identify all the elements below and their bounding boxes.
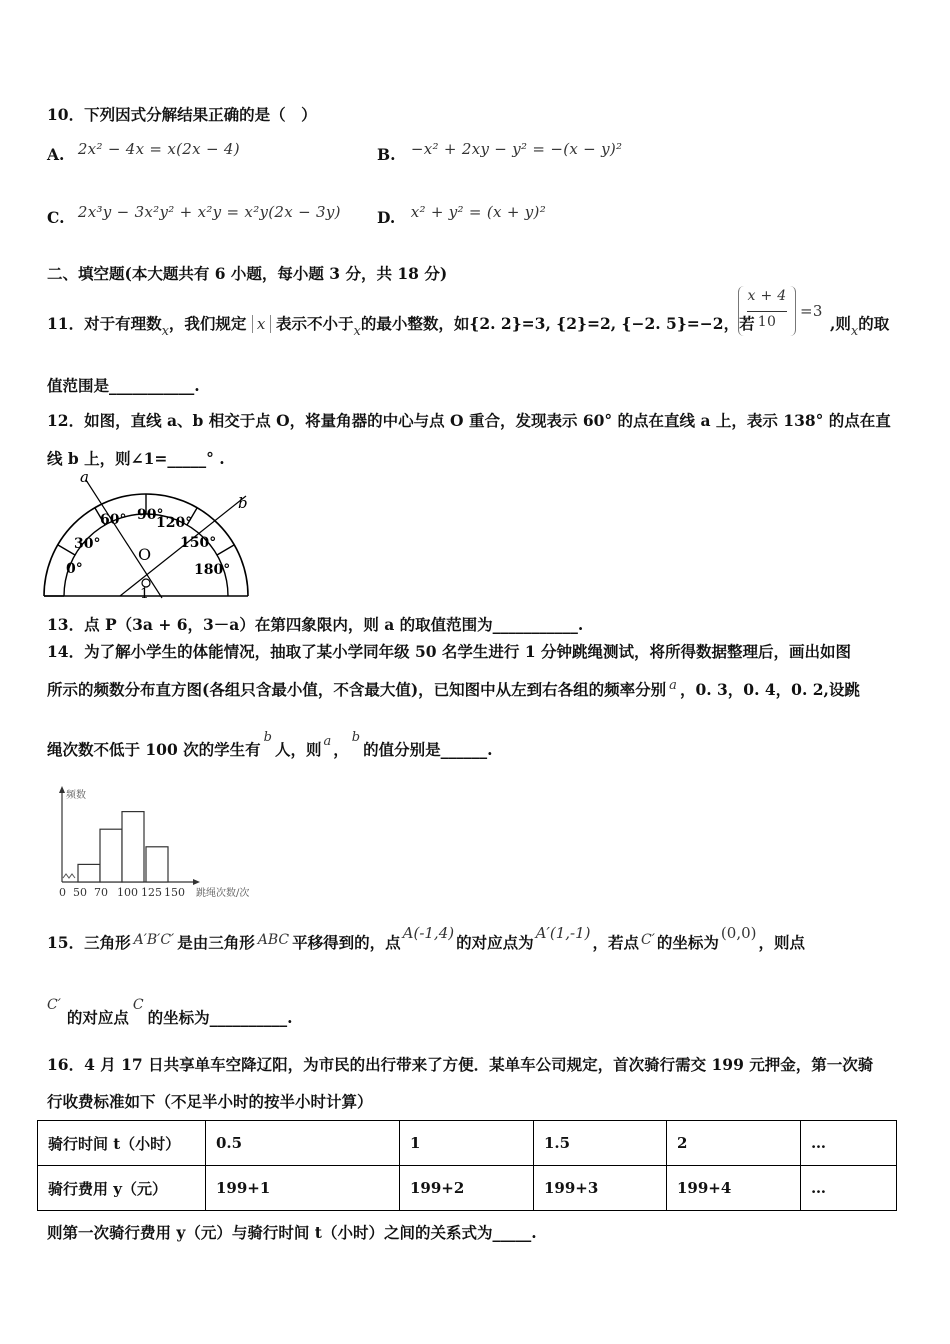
table-cell: 0.5 bbox=[206, 1121, 400, 1166]
histogram-bar-70-100 bbox=[100, 829, 122, 882]
q10-option-d[interactable] bbox=[377, 203, 547, 227]
q15-text: 15．三角形 bbox=[47, 933, 131, 952]
table-cell: 199+2 bbox=[400, 1166, 534, 1211]
curly-x: x bbox=[252, 315, 271, 333]
point-c: C bbox=[132, 997, 144, 1013]
histogram-bar-50-70 bbox=[78, 864, 100, 882]
q11-fraction bbox=[738, 286, 796, 336]
q11-line1 bbox=[47, 312, 755, 339]
table-cell: 1.5 bbox=[534, 1121, 667, 1166]
table-cell: … bbox=[801, 1166, 897, 1211]
q10-option-c[interactable] bbox=[47, 203, 341, 227]
eq-value: =3 bbox=[800, 302, 823, 320]
x-tick-label: 70 bbox=[94, 886, 108, 898]
q16-line1: 16．4 月 17 日共享单车空降辽阳，为市民的出行带来了方便．某单车公司规定，首次骑行需交 199 元押金，第一次骑 bbox=[47, 1055, 874, 1074]
x-tick-label: 100 bbox=[117, 886, 138, 898]
q16-after: 则第一次骑行费用 y（元）与骑行时间 t（小时）之间的关系式为_____. bbox=[47, 1223, 537, 1242]
table-cell: 1 bbox=[400, 1121, 534, 1166]
q14-text: ，0. 3，0. 4，0. 2,设跳 bbox=[679, 680, 860, 699]
q14-line1: 14．为了解小学生的体能情况，抽取了某小学同年级 50 名学生进行 1 分钟跳绳测试，将所得数据整理后，画出如图 bbox=[47, 642, 852, 661]
var-a: a bbox=[669, 678, 677, 693]
q15-line2 bbox=[47, 997, 293, 1028]
x-axis-arrow bbox=[193, 879, 200, 885]
x-tick-label: 150 bbox=[164, 886, 185, 898]
q15-text: 平移得到的，点 bbox=[292, 933, 401, 952]
q14-line3 bbox=[47, 730, 493, 760]
q15-text: 的对应点为 bbox=[456, 933, 534, 952]
q14-text: 绳次数不低于 100 次的学生有 bbox=[47, 740, 261, 759]
q15-text: 的坐标为__________. bbox=[147, 1008, 293, 1027]
option-label: A. bbox=[47, 145, 65, 164]
table-cell: 2 bbox=[667, 1121, 801, 1166]
tick-90: 90° bbox=[137, 507, 164, 523]
y-axis-arrow bbox=[59, 786, 65, 793]
q11-text: ，我们规定 bbox=[168, 314, 247, 333]
q14-text: ， bbox=[333, 740, 349, 759]
point-a: A(-1,4) bbox=[402, 924, 455, 942]
label-b: b bbox=[238, 494, 248, 512]
q12-line1: 12．如图，直线 a、b 相交于点 O，将量角器的中心与点 O 重合，发现表示 60° 的点在直线 a 上，表示 138° 的点在直 bbox=[47, 411, 891, 430]
q13-text: 13．点 P（3a + 6，3－a）在第四象限内，则 a 的取值范围为___________. bbox=[47, 615, 584, 634]
table-cell: 199+4 bbox=[667, 1166, 801, 1211]
table-row bbox=[38, 1121, 897, 1166]
tick-60: 60° bbox=[100, 512, 127, 528]
option-label: D. bbox=[377, 208, 396, 227]
tick-0: 0° bbox=[66, 561, 83, 577]
tick-30: 30° bbox=[74, 536, 101, 552]
y-axis-label: 频数 bbox=[66, 790, 86, 801]
q11-eq3 bbox=[800, 302, 823, 320]
table-cell: 199+3 bbox=[534, 1166, 667, 1211]
table-cell: … bbox=[801, 1121, 897, 1166]
q10-option-a[interactable] bbox=[47, 140, 240, 164]
q11-text: 11．对于有理数 bbox=[47, 314, 162, 333]
q11-text: 的最小整数，如{2. 2}=3, {2}=2, {−2. 5}=−2，若 bbox=[360, 314, 755, 333]
var-b: b bbox=[263, 730, 272, 745]
q15-text: 的坐标为 bbox=[656, 933, 719, 952]
option-label: B. bbox=[377, 145, 396, 164]
q10-option-b[interactable] bbox=[377, 140, 623, 164]
var-x: x bbox=[353, 324, 361, 339]
triangle-abc-prime: A′B′C′ bbox=[133, 932, 175, 948]
var-a: a bbox=[323, 734, 332, 749]
q16-line2: 行收费标准如下（不足半小时的按半小时计算） bbox=[47, 1092, 373, 1111]
tick-150: 150° bbox=[180, 535, 217, 551]
tick-180: 180° bbox=[194, 562, 231, 578]
q15-line1 bbox=[47, 924, 805, 953]
x-axis-label: 跳绳次数/次 bbox=[196, 888, 250, 898]
q11-tail bbox=[830, 312, 890, 339]
coord-origin: (0,0) bbox=[720, 924, 757, 942]
point-c-prime: C′ bbox=[47, 997, 61, 1013]
q11-line2: 值范围是___________. bbox=[47, 376, 200, 395]
triangle-abc: ABC bbox=[257, 932, 290, 948]
q10-stem: 10．下列因式分解结果正确的是（ ） bbox=[47, 105, 317, 124]
x-tick-label: 0 bbox=[59, 886, 66, 898]
label-angle-1: 1 bbox=[140, 586, 149, 600]
point-a-prime: A′(1,-1) bbox=[535, 924, 591, 942]
fraction-bar bbox=[747, 311, 787, 312]
q15-text: 是由三角形 bbox=[177, 933, 255, 952]
x-tick-label: 50 bbox=[73, 886, 87, 898]
histogram-bar-100-125 bbox=[122, 812, 144, 882]
q14-line2 bbox=[47, 678, 860, 700]
option-expr: −x² + 2xy − y² = −(x − y)² bbox=[410, 140, 623, 158]
option-expr: x² + y² = (x + y)² bbox=[410, 203, 547, 221]
histogram-chart bbox=[48, 786, 258, 898]
q15-text: 的对应点 bbox=[66, 1008, 129, 1027]
option-expr: 2x² − 4x = x(2x − 4) bbox=[77, 140, 240, 158]
histogram-bar-125-150 bbox=[146, 847, 168, 882]
var-b: b bbox=[351, 730, 361, 745]
fee-table bbox=[37, 1120, 897, 1211]
q15-text: ，则点 bbox=[758, 933, 805, 952]
q12-line2: 线 b 上，则∠1=_____° . bbox=[47, 449, 225, 468]
q11-text: 表示不小于 bbox=[276, 314, 354, 333]
q14-text: 人，则 bbox=[274, 740, 322, 759]
option-expr: 2x³y − 3x²y² + x²y = x²y(2x − 3y) bbox=[77, 203, 341, 221]
q11-text: 的取 bbox=[858, 314, 890, 333]
axis-break bbox=[63, 874, 75, 878]
var-x: x bbox=[850, 324, 859, 339]
section-heading: 二、填空题(本大题共有 6 小题，每小题 3 分，共 18 分) bbox=[47, 264, 448, 283]
point-c-prime: C′ bbox=[641, 932, 655, 948]
label-a: a bbox=[80, 470, 89, 486]
fraction-numerator: x + 4 bbox=[747, 288, 787, 304]
x-tick-label: 125 bbox=[141, 886, 162, 898]
table-cell: 骑行费用 y（元） bbox=[38, 1166, 206, 1211]
table-cell: 199+1 bbox=[206, 1166, 400, 1211]
q11-text: ,则 bbox=[830, 314, 851, 333]
var-x: x bbox=[161, 324, 169, 339]
option-label: C. bbox=[47, 208, 65, 227]
fraction-denominator: 10 bbox=[757, 314, 777, 330]
protractor-figure bbox=[38, 470, 260, 600]
q14-text: 所示的频数分布直方图(各组只含最小值，不含最大值)，已知图中从左到右各组的频率分别 bbox=[47, 680, 667, 699]
tick-120: 120° bbox=[156, 515, 193, 531]
q15-text: ，若点 bbox=[592, 933, 640, 952]
table-cell: 骑行时间 t（小时） bbox=[38, 1121, 206, 1166]
q14-text: 的值分别是______. bbox=[363, 740, 493, 759]
table-row bbox=[38, 1166, 897, 1211]
label-o: O bbox=[138, 545, 152, 564]
